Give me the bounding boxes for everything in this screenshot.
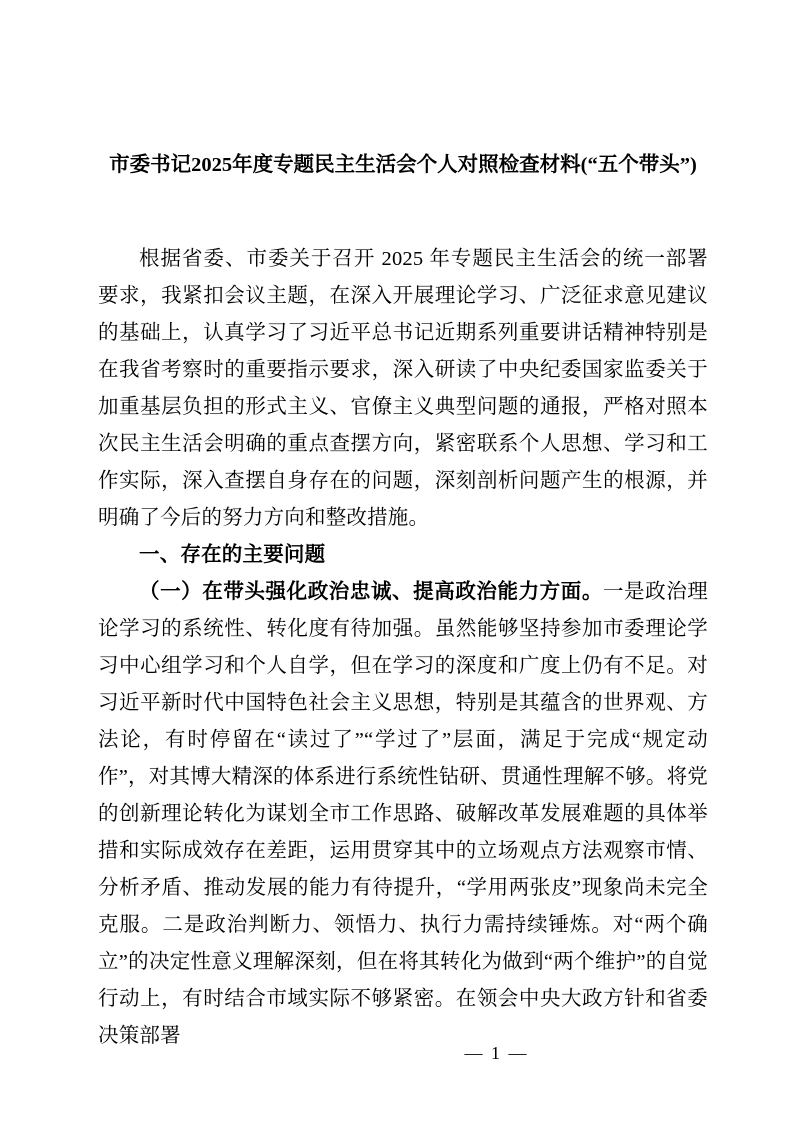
subsection-lead: （一）在带头强化政治忠诚、提高政治能力方面。 <box>139 580 603 603</box>
document-content <box>98 150 708 1055</box>
page-number: — 1 — <box>464 1043 529 1063</box>
section-heading: 一、存在的主要问题 <box>139 543 326 566</box>
subsection-paragraph <box>98 574 708 1055</box>
title-body-spacer <box>98 189 708 241</box>
subsection-text: 一是政治理论学习的系统性、转化度有待加强。虽然能够坚持参加市委理论学习中心组学习和个人自学，但在学习的深度和广度上仍有不足。对习近平新时代中国特色社会主义思想，特别是其蕴含的世界观、方法论，有时停留在“读过了”“学过了”层面，满足于完成“规定动作”，对其博大精深的体系进行系统性钻研、贯通性理解不够。将党的创新理论转化为谋划全市工作思路、破解改革发展难题的具体举措和实际成效存在差距，运用贯穿其中的立场观点方法观察市情、分析矛盾、推动发展的能力有待提升，“学用两张皮”现象尚未完全克服。二是政治判断力、领悟力、执行力需持续锤炼。对“两个确立”的决定性意义理解深刻，但在将其转化为做到“两个维护”的自觉行动上，有时结合市域实际不够紧密。在领会中央大政方针和省委决策部署 <box>98 580 709 1047</box>
intro-paragraph: 根据省委、市委关于召开 2025 年专题民主生活会的统一部署要求，我紧扣会议主题，在深入开展理论学习、广泛征求意见建议的基础上，认真学习了习近平总书记近期系列重要讲话精神特别是在我省考察时的重要指示要求，深入研读了中央纪委国家监委关于加重基层负担的形式主义、官僚主义典型问题的通报，严格对照本次民主生活会明确的重点查摆方向，紧密联系个人思想、学习和工作实际，深入查摆自身存在的问题，深刻剖析问题产生的根源，并明确了今后的努力方向和整改措施。 <box>98 247 708 529</box>
page-title: 市委书记2025年度专题民主生活会个人对照检查材料(“五个带头”) <box>109 154 697 176</box>
